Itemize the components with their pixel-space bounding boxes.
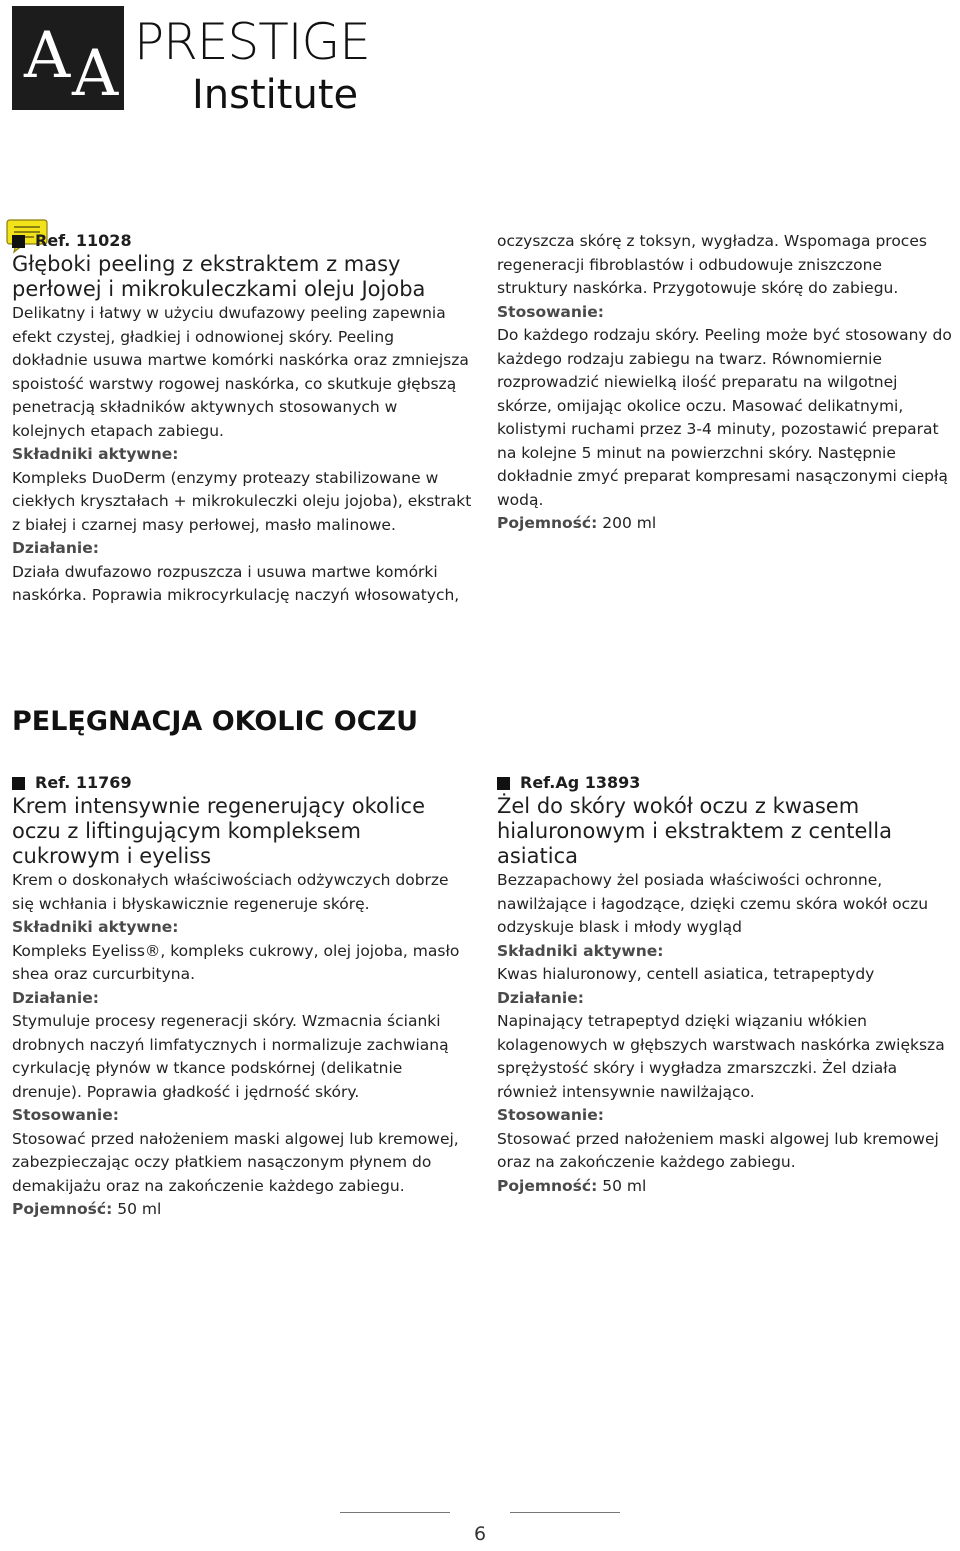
product-3-usage: Stosować przed nałożeniem maski algowej lub kremowej oraz na zakończenie każdego zabiegu. [497, 1129, 939, 1171]
product-2-usage: Stosować przed nałożeniem maski algowej lub kremowej, zabezpieczając oczy płatkiem nasączonym płynem do demakijażu oraz na zakończenie każdego zabiegu. [12, 1129, 459, 1195]
product-2-usage-label: Stosowanie: [12, 1106, 119, 1124]
section-title: PELĘGNACJA OKOLIC OCZU [12, 706, 419, 737]
product-3-description: Bezzapachowy żel posiada właściwości ochronne, nawilżające i łagodzące, dzięki czemu skóra wokół oczu odzyskuje blask i młody wygląd [497, 871, 929, 936]
product-3-action-label: Działanie: [497, 988, 584, 1007]
product-2-capacity [12, 1198, 472, 1222]
product-2-ref-text: Ref. 11769 [35, 773, 132, 792]
product-3-capacity-value: 50 ml [602, 1176, 647, 1195]
product-1-capacity-value: 200 ml [602, 514, 657, 532]
product-2-capacity-label: Pojemność: [12, 1200, 113, 1218]
product-3-ref-text: Ref.Ag 13893 [520, 773, 641, 792]
product-1-ref-text: Ref. 11028 [35, 231, 132, 250]
product-1-action: Działa dwufazowo rozpuszcza i usuwa martwe komórki naskórka. Poprawia mikrocyrkulację naczyń włosowatych, [12, 562, 460, 604]
product-2-ingredients: Kompleks Eyeliss®, kompleks cukrowy, olej jojoba, masło shea oraz curcurbityna. [12, 941, 460, 983]
product-1-action-label: Działanie: [12, 539, 99, 557]
product-1-usage: Do każdego rodzaju skóry. Peeling może być stosowany do każdego rodzaju zabiegu na twarz. Równomiernie rozprowadzić niewielką ilość preparatu na wilgotnej skórze, omijając okolice oczu. Masować delikatnymi, kolistymi ruchami przez 3-4 minuty, pozostawić preparat na kolejne 5 minut na powierzchni skóry. Następnie dokładnie zmyć preparat kompresami nasączonymi ciepłą wodą. [497, 326, 952, 509]
product-2 [12, 772, 472, 1222]
product-1-capacity-label: Pojemność: [497, 514, 598, 532]
logo-mark [12, 6, 124, 110]
product-3 [497, 772, 957, 1198]
product-2-action-label: Działanie: [12, 988, 99, 1007]
page-number: 6 [474, 1523, 487, 1545]
footer-divider-left [340, 1512, 450, 1513]
logo-subtitle: Institute [192, 72, 359, 118]
product-2-description: Krem o doskonałych właściwościach odżywczych dobrze się wchłania i błyskawicznie regeneruje skórę. [12, 871, 449, 913]
product-2-title: Krem intensywnie regenerujący okolice oczu z liftingującym kompleksem cukrowym i eyeliss [12, 794, 425, 868]
product-1-ingredients: Kompleks DuoDerm (enzymy proteazy stabilizowane w ciekłych kryształach + mikrokuleczki oleju jojoba), ekstrakt z białej i czarnej masy perłowej, masło malinowe. [12, 468, 472, 534]
product-2-ref [12, 772, 472, 794]
product-2-capacity-value: 50 ml [117, 1200, 162, 1218]
product-2-action: Stymuluje procesy regeneracji skóry. Wzmacnia ścianki drobnych naczyń limfatycznych i normalizuje zachwianą cyrkulację płynów w tkance podskórnej (delikatnie drenuje). Poprawia gładkość i jędrność skóry. [12, 1012, 449, 1101]
product-1-action-continued: oczyszcza skórę z toksyn, wygładza. Wspomaga proces regeneracji fibroblastów i odbudowuje zniszczone struktury naskórka. Przygotowuje skórę do zabiegu. [497, 232, 927, 297]
product-1-right [497, 230, 957, 536]
bullet-square-icon [497, 777, 510, 790]
product-1-capacity [497, 512, 957, 536]
logo-letter-1: A [24, 19, 71, 93]
product-3-ingredients: Kwas hialuronowy, centell asiatica, tetrapeptydy [497, 965, 875, 983]
product-1-ingredients-label: Składniki aktywne: [12, 445, 179, 463]
product-3-title: Żel do skóry wokół oczu z kwasem hialuronowym i ekstraktem z centella asiatica [497, 794, 892, 868]
product-3-capacity [497, 1175, 957, 1199]
product-1-ref [12, 230, 472, 252]
bullet-square-icon [12, 777, 25, 790]
product-3-capacity-label: Pojemność: [497, 1176, 598, 1195]
logo-letter-2: A [72, 37, 119, 111]
product-1-description: Delikatny i łatwy w użyciu dwufazowy peeling zapewnia efekt czystej, gładkiej i odnowionej skóry. Peeling dokładnie usuwa martwe komórki naskórka oraz zmniejsza spoistość warstwy rogowej naskórka, co skutkuje głębszą penetracją składników aktywnych stosowanych w kolejnych etapach zabiegu. [12, 304, 469, 440]
product-3-ingredients-label: Składniki aktywne: [497, 941, 664, 960]
brand-logo [12, 6, 372, 116]
product-3-action: Napinający tetrapeptyd dzięki wiązaniu włókien kolagenowych w głębszych warstwach naskórka zwiększa sprężystość skóry i wygładza zmarszczki. Żel działa również intensywnie nawilżająco. [497, 1012, 945, 1101]
footer-divider-right [510, 1512, 620, 1513]
product-2-ingredients-label: Składniki aktywne: [12, 918, 179, 936]
product-1-usage-label: Stosowanie: [497, 302, 604, 321]
product-3-ref [497, 772, 957, 794]
product-1-title: Głęboki peeling z ekstraktem z masy perłowej i mikrokuleczkami oleju Jojoba [12, 252, 426, 301]
product-3-usage-label: Stosowanie: [497, 1106, 604, 1124]
product-1-left [12, 230, 472, 608]
bullet-square-icon [12, 235, 25, 248]
logo-name: PRESTIGE [134, 13, 370, 71]
